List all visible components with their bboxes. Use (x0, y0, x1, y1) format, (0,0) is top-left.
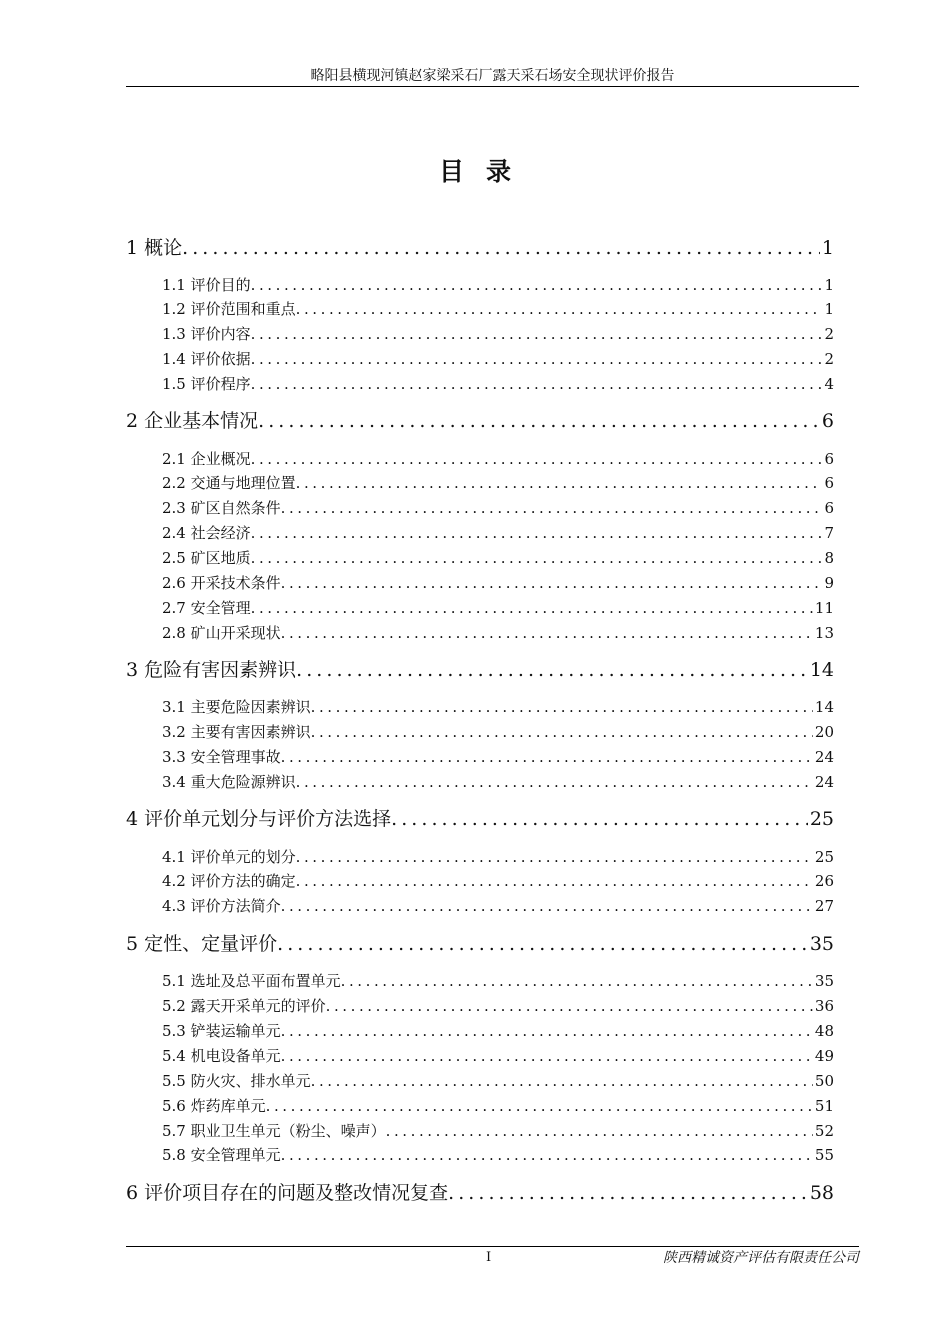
leader-dots (281, 572, 823, 594)
toc-entry[interactable]: 2.4 社会经济 . . . 7 (162, 522, 834, 544)
leader-dots (311, 1070, 813, 1092)
toc-page-number: 6 (824, 474, 834, 492)
toc-page-number: 1 (824, 276, 834, 294)
toc-entry[interactable]: 3 危险有害因素辨识 . . . 14 (126, 656, 834, 684)
leader-dots (281, 1020, 813, 1042)
toc-page-number: 8 (824, 549, 834, 567)
toc-page-number: 6 (824, 499, 834, 517)
toc-page-number: 55 (814, 1146, 834, 1164)
header-divider (126, 86, 859, 87)
leader-dots (296, 656, 808, 684)
leader-dots (281, 1144, 813, 1166)
leader-dots (281, 622, 813, 644)
toc-entry[interactable]: 2.8 矿山开采现状 . . . 13 (162, 622, 834, 644)
leader-dots (251, 597, 813, 619)
toc-page-number: 35 (814, 972, 834, 990)
toc-page-number: 6 (824, 450, 834, 468)
toc-page-number: 49 (814, 1047, 834, 1065)
toc-page-number: 6 (821, 410, 834, 432)
toc-entry[interactable]: 2.6 开采技术条件 . . . 9 (162, 572, 834, 594)
toc-entry[interactable]: 3.3 安全管理事故 . . . 24 (162, 746, 834, 768)
toc-page-number: 9 (824, 574, 834, 592)
leader-dots (296, 771, 813, 793)
toc-page-number: 25 (809, 808, 834, 830)
toc-page-number: 25 (814, 848, 834, 866)
toc-entry[interactable]: 1.1 评价目的 . . . 1 (162, 274, 834, 296)
toc-entry[interactable]: 1.5 评价程序 . . . 4 (162, 373, 834, 395)
toc-page-number: 7 (824, 524, 834, 542)
footer-divider (126, 1246, 859, 1247)
toc-entry[interactable]: 2.3 矿区自然条件 . . . 6 (162, 497, 834, 519)
leader-dots (448, 1179, 808, 1207)
toc-entry[interactable]: 1.3 评价内容 . . . 2 (162, 323, 834, 345)
toc-page-number: 13 (814, 624, 834, 642)
leader-dots (296, 870, 813, 892)
leader-dots (311, 696, 813, 718)
footer-company: 陕西精诚资产评估有限责任公司 (663, 1250, 859, 1266)
toc-page-number: 36 (814, 997, 834, 1015)
leader-dots (251, 323, 823, 345)
toc-entry[interactable]: 1 概论 . . . 1 (126, 234, 834, 262)
running-header: 略阳县横现河镇赵家梁采石厂露天采石场安全现状评价报告 (310, 68, 675, 84)
leader-dots (251, 373, 823, 395)
leader-dots (296, 298, 823, 320)
leader-dots (326, 995, 813, 1017)
leader-dots (251, 274, 823, 296)
leader-dots (251, 522, 823, 544)
toc-page-number: 4 (824, 375, 834, 393)
toc-entry[interactable]: 5.1 选址及总平面布置单元 . . . 35 (162, 970, 834, 992)
toc-entry[interactable]: 5.5 防火灾、排水单元 . . . 50 (162, 1070, 834, 1092)
toc-page-number: 48 (814, 1022, 834, 1040)
leader-dots (391, 805, 808, 833)
toc-entry[interactable]: 5.6 炸药库单元 . . . 51 (162, 1095, 834, 1117)
toc-entry[interactable]: 3.1 主要危险因素辨识 . . . 14 (162, 696, 834, 718)
leader-dots (311, 721, 813, 743)
toc-page-number: 11 (814, 599, 834, 617)
toc-page-number: 1 (821, 237, 834, 259)
toc-entry[interactable]: 2 企业基本情况 . . . 6 (126, 407, 834, 435)
toc-page-number: 20 (814, 723, 834, 741)
leader-dots (251, 547, 823, 569)
toc-page-number: 2 (824, 350, 834, 368)
leader-dots (281, 746, 813, 768)
toc-entry[interactable]: 5.2 露天开采单元的评价 . . . 36 (162, 995, 834, 1017)
leader-dots (341, 970, 813, 992)
toc-entry[interactable]: 2.7 安全管理 . . . 11 (162, 597, 834, 619)
toc-entry[interactable]: 5.4 机电设备单元 . . . 49 (162, 1045, 834, 1067)
footer-page-number: I (486, 1250, 492, 1265)
toc-entry[interactable]: 4.1 评价单元的划分 . . . 25 (162, 846, 834, 868)
toc-page-number: 1 (824, 300, 834, 318)
toc-page-number: 2 (824, 325, 834, 343)
toc-entry[interactable]: 6 评价项目存在的问题及整改情况复查 . . . 58 (126, 1179, 834, 1207)
toc-page-number: 52 (814, 1122, 834, 1140)
toc-page-number: 24 (814, 773, 834, 791)
leader-dots (251, 448, 823, 470)
toc-entry[interactable]: 1.2 评价范围和重点 . . . 1 (162, 298, 834, 320)
toc-page-number: 26 (814, 872, 834, 890)
leader-dots (281, 1045, 813, 1067)
leader-dots (258, 407, 820, 435)
leader-dots (182, 234, 820, 262)
toc-entry[interactable]: 3.2 主要有害因素辨识 . . . 20 (162, 721, 834, 743)
leader-dots (296, 472, 823, 494)
toc-entry[interactable]: 5.3 铲装运输单元 . . . 48 (162, 1020, 834, 1042)
toc-page-number: 50 (814, 1072, 834, 1090)
leader-dots (281, 497, 823, 519)
toc-entry[interactable]: 4.3 评价方法简介 . . . 27 (162, 895, 834, 917)
leader-dots (281, 895, 813, 917)
toc-page-number: 58 (809, 1182, 834, 1204)
toc-page-number: 51 (814, 1097, 834, 1115)
toc-title: 目录 (438, 157, 533, 186)
toc-page-number: 27 (814, 897, 834, 915)
toc-entry[interactable]: 4 评价单元划分与评价方法选择 . . . 25 (126, 805, 834, 833)
toc-page-number: 35 (809, 933, 834, 955)
toc-entry[interactable]: 2.5 矿区地质 . . . 8 (162, 547, 834, 569)
toc-entry[interactable]: 2.2 交通与地理位置 . . . 6 (162, 472, 834, 494)
leader-dots (251, 348, 823, 370)
leader-dots (266, 1095, 813, 1117)
leader-dots (277, 930, 808, 958)
toc-entry[interactable]: 1.4 评价依据 . . . 2 (162, 348, 834, 370)
toc-entry[interactable]: 2.1 企业概况 . . . 6 (162, 448, 834, 470)
toc-page-number: 24 (814, 748, 834, 766)
toc-entry[interactable]: 3.4 重大危险源辨识 . . . 24 (162, 771, 834, 793)
toc-entry[interactable]: 5.7 职业卫生单元（粉尘、噪声） . . . 52 (162, 1120, 834, 1142)
toc-entry[interactable]: 4.2 评价方法的确定 . . . 26 (162, 870, 834, 892)
leader-dots (386, 1120, 813, 1142)
toc-page-number: 14 (814, 698, 834, 716)
toc-page-number: 14 (809, 659, 834, 681)
toc-entry[interactable]: 5.8 安全管理单元 . . . 55 (162, 1144, 834, 1166)
leader-dots (296, 846, 813, 868)
toc-entry[interactable]: 5 定性、定量评价 . . . 35 (126, 930, 834, 958)
